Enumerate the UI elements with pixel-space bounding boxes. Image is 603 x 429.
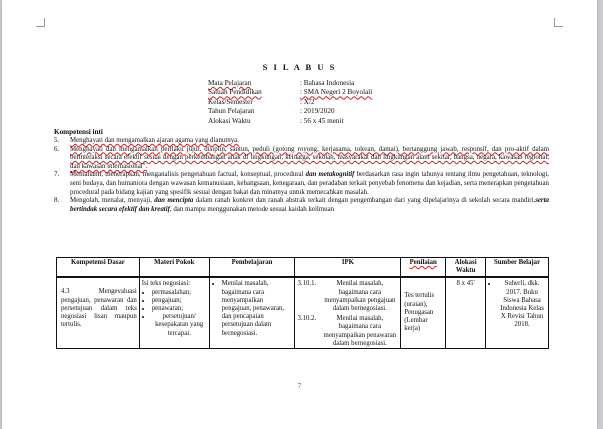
meta-key: Kelas/Semester (208, 97, 253, 106)
meta-row (208, 98, 372, 107)
text-part: berdasarkan rasa ingin tahunya tentang ilmu pengetahuan, teknologi, seni budaya, dan humaniora dengan wawasan kemanusiaan, kebangsaan, kenegaraan, dan peradaban terkait penyebab fenomena dan kejadian, serta menerapkan pengetahuan procedural pada bidang kajian yang spesifik sesuai dengan bakat dan minatnya untuk memecahkan masalah. (70, 171, 549, 196)
crop-mark-top-right (554, 18, 563, 27)
list-item: • persetujuan/ kesepakatan yang tercapai. (152, 313, 207, 338)
ipk-code: 3.10.1. (297, 280, 317, 288)
materi-list (142, 289, 207, 338)
list-item: • Suherli, dkk. 2017. Buku Siswa Bahasa Indonesia Kelas X Revisi Tahun 2018. (498, 280, 546, 329)
meta-row (208, 117, 372, 126)
meta-key: Mata Pelajaran (208, 79, 252, 87)
column-header: Pembelajaran (209, 258, 295, 278)
item-text: Menghayati dan mengamalkan perilaku jujur, disiplin, santun, peduli (gotong royong, kerjasama, toleran, damai), bertanggung jawab, responsif, dan pro-aktif dalam berinteraksi secara efektif sesuai dengan perkembangan anak di lingkungan, keluarga, sekolah, masyarakat dan lingkungan alam sekitar, bangsa, negara, kawasan regional, dan kawasan internasional". (70, 145, 549, 170)
alokasi-cell: 8 x 45' (446, 277, 486, 348)
item-text (70, 197, 549, 214)
document-page (2, 0, 597, 429)
list-item: • pengajuan; (152, 297, 207, 305)
meta-value: : Bahasa Indonesia (300, 79, 355, 87)
meta-value: : SMA Negeri 2 Boyolali (300, 88, 373, 97)
meta-row (208, 88, 372, 97)
ipk-item (297, 280, 398, 313)
ipk-code: 3.10.2. (297, 315, 317, 323)
crop-mark-top-left (36, 18, 45, 27)
kd-cell: 4.3 Mengevaluasi pengajuan, penawaran dan persetujuan dalam teks negosiasi lisan maupun tertulis. (57, 277, 140, 348)
sumber-cell (486, 277, 549, 348)
page-number: 7 (297, 381, 302, 390)
item-text (70, 171, 549, 197)
penilaian-cell: Tes tertulis (uraian), Penugasan (Lembar kerja) (401, 277, 446, 348)
column-header: Alokasi Waktu (446, 258, 486, 278)
text-part-italic: serta bertindak secara efektif dan kreatif (70, 197, 549, 213)
list-item: • permasalahan; (152, 289, 207, 297)
text-part: dalam ranah konkret dan ranah abstrak terkait dengan pengembangan dari yang dipelajarinya di sekolah secara mandiri, (193, 197, 536, 205)
kompetensi-inti-heading: Kompetensi inti (54, 128, 103, 136)
item-number: 8. (54, 197, 60, 205)
document-title: S I L A B U S (262, 62, 337, 72)
item-number: 7. (54, 171, 60, 179)
pembelajaran-list (212, 280, 293, 337)
text-part-italic: dan metakognitif (305, 171, 355, 179)
pembelajaran-cell (209, 277, 295, 348)
ipk-item (297, 315, 398, 348)
sumber-list (488, 280, 546, 329)
table-header-row (57, 258, 549, 278)
meta-key: Alokasi Waktu (208, 116, 251, 125)
meta-value: : 56 x 45 menit (300, 116, 344, 125)
text-part: Mengolah, menalar, menyaji, (70, 197, 155, 205)
text-part: Memahami, menerapkan, menganalisis pengetahuan factual, konseptual, procedural (70, 171, 306, 179)
ipk-text: Menilai masalah, bagaimana cara menyampaikan pengajuan dalam bernegosiasi. (324, 280, 396, 313)
item-text: Menghayati dan mengamalkan ajaran agama yang dianutnya. (70, 137, 239, 144)
materi-cell (139, 277, 209, 348)
meta-key: Satuan Pendidikan (208, 88, 262, 97)
item-number: 6. (54, 145, 60, 153)
column-header: Kompetensi Dasar (57, 258, 140, 278)
list-item (54, 197, 549, 214)
meta-row (208, 79, 372, 88)
list-item (54, 137, 549, 146)
meta-value: : X/2 (300, 97, 315, 106)
meta-key: Tahun Pelajaran (208, 107, 255, 116)
meta-row (208, 107, 372, 116)
text-part: , dan mampu menggunakan metode sesuai kaidah keilmuan (169, 205, 335, 213)
list-item: • penawaran; (152, 305, 207, 313)
syllabus-meta (208, 79, 372, 126)
meta-value: : 2019/2020 (300, 107, 335, 116)
text-part-italic: dan mencipta (154, 197, 194, 205)
materi-intro: Isi teks negosiasi: (141, 280, 191, 288)
ipk-cell (295, 277, 401, 348)
syllabus-table (56, 257, 549, 349)
list-item (54, 146, 549, 172)
column-header: IPK (295, 258, 401, 278)
list-item (54, 171, 549, 197)
column-header: Penilaian (401, 258, 446, 278)
table-row (57, 277, 549, 348)
column-header: Materi Pokok (139, 258, 209, 278)
column-header: Sumber Belajar (486, 258, 549, 278)
ipk-text: Menilai masalah, bagaimana cara menyampaikan penawaran dalam bernegosiasi. (323, 315, 397, 347)
kompetensi-inti-list (54, 137, 549, 214)
list-item: • Menilai masalah, bagaimana cara menyampaikan pengajuan, penawaran, dan pencapaian persetujuan dalam bernegosiasi. (222, 280, 293, 337)
item-number: 5. (54, 137, 60, 144)
